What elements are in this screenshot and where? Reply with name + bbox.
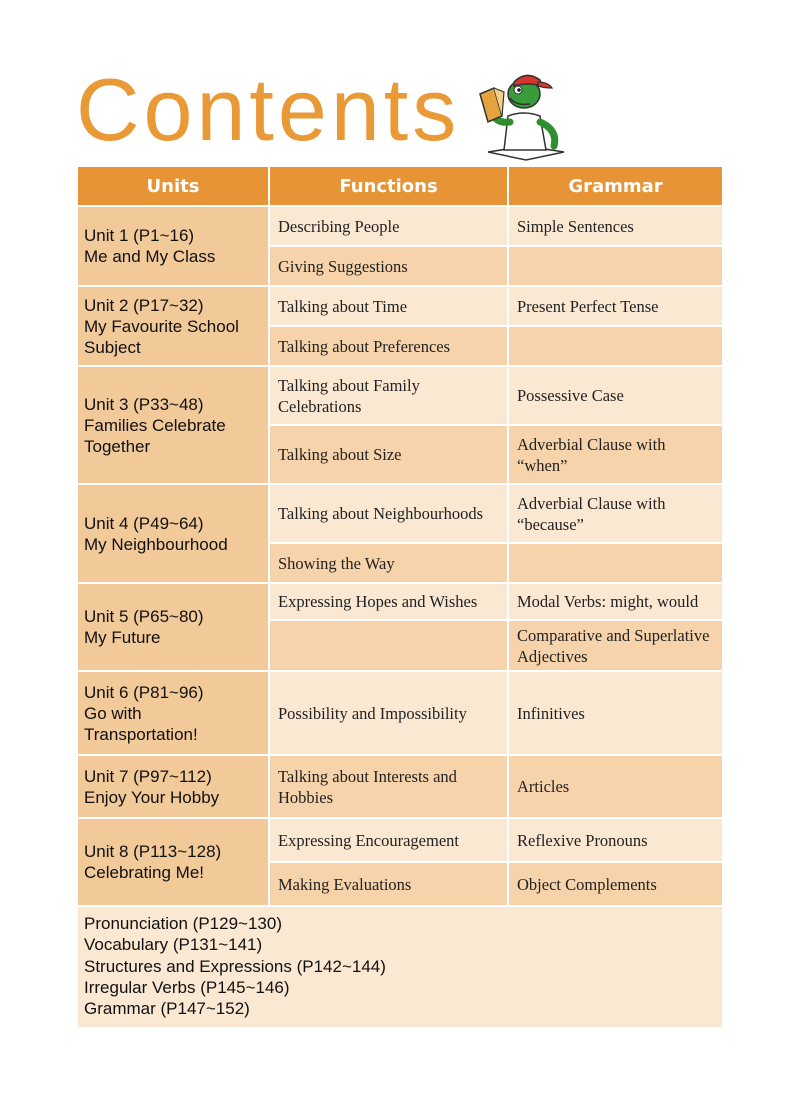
- unit-3-title: Families Celebrate: [84, 415, 226, 435]
- unit-1-cell: [77, 206, 269, 286]
- function-cell: Talking about Time: [269, 286, 508, 326]
- table-row: [77, 286, 723, 326]
- function-cell: Making Evaluations: [269, 862, 508, 906]
- header-grammar: Grammar: [508, 166, 723, 206]
- appendix-structures: Structures and Expressions (P142~144): [84, 956, 386, 976]
- grammar-cell: Possessive Case: [508, 366, 723, 425]
- function-cell: Talking about Preferences: [269, 326, 508, 366]
- appendix-grammar: Grammar (P147~152): [84, 999, 250, 1019]
- appendix-cell: [77, 906, 723, 1028]
- appendix-irregular-verbs: Irregular Verbs (P145~146): [84, 977, 290, 997]
- table-header-row: [77, 166, 723, 206]
- unit-5-pages: Unit 5 (P65~80): [84, 607, 204, 626]
- grammar-cell: Reflexive Pronouns: [508, 818, 723, 862]
- unit-2-title-cont: Subject: [84, 337, 141, 357]
- function-cell: Describing People: [269, 206, 508, 246]
- table-row: [77, 366, 723, 425]
- grammar-cell: Modal Verbs: might, would: [508, 583, 723, 620]
- unit-6-title: Go with: [84, 703, 142, 723]
- unit-2-title: My Favourite School: [84, 316, 239, 336]
- grammar-cell: Comparative and Superlative Adjectives: [508, 620, 723, 671]
- function-cell: Possibility and Impossibility: [269, 671, 508, 755]
- unit-4-cell: [77, 484, 269, 583]
- grammar-cell: Simple Sentences: [508, 206, 723, 246]
- page-title: Contents: [76, 60, 461, 159]
- grammar-cell: Infinitives: [508, 671, 723, 755]
- grammar-cell: [508, 326, 723, 366]
- function-cell: [269, 620, 508, 671]
- unit-4-pages: Unit 4 (P49~64): [84, 513, 204, 533]
- unit-5-cell: [77, 583, 269, 671]
- appendix-pronunciation: Pronunciation (P129~130): [84, 914, 282, 933]
- table-row: [77, 583, 723, 620]
- grammar-cell: Adverbial Clause with “because”: [508, 484, 723, 543]
- function-cell: Expressing Encouragement: [269, 818, 508, 862]
- function-cell: Giving Suggestions: [269, 246, 508, 286]
- grammar-cell: [508, 246, 723, 286]
- unit-8-pages: Unit 8 (P113~128): [84, 842, 222, 861]
- unit-4-title: My Neighbourhood: [84, 534, 228, 554]
- grammar-cell: Object Complements: [508, 862, 723, 906]
- reading-turtle-mascot-icon: [474, 72, 578, 164]
- header-functions: Functions: [269, 166, 508, 206]
- unit-5-title: My Future: [84, 628, 161, 647]
- unit-3-title-cont: Together: [84, 436, 151, 456]
- unit-6-cell: [77, 671, 269, 755]
- function-cell: Talking about Interests and Hobbies: [269, 755, 508, 818]
- unit-1-title: Me and My Class: [84, 247, 216, 266]
- grammar-cell: [508, 543, 723, 583]
- unit-6-pages: Unit 6 (P81~96): [84, 682, 204, 702]
- grammar-cell: Articles: [508, 755, 723, 818]
- grammar-cell: Adverbial Clause with “when”: [508, 425, 723, 484]
- unit-6-title-cont: Transportation!: [84, 724, 198, 744]
- table-row: [77, 755, 723, 818]
- function-cell: Talking about Family Celebrations: [269, 366, 508, 425]
- table-row: [77, 818, 723, 862]
- unit-8-title: Celebrating Me!: [84, 863, 205, 882]
- unit-3-pages: Unit 3 (P33~48): [84, 394, 204, 414]
- unit-3-cell: [77, 366, 269, 484]
- function-cell: Expressing Hopes and Wishes: [269, 583, 508, 620]
- function-cell: Showing the Way: [269, 543, 508, 583]
- table-row: [77, 906, 723, 1028]
- unit-2-cell: [77, 286, 269, 366]
- table-row: [77, 671, 723, 755]
- grammar-cell: Present Perfect Tense: [508, 286, 723, 326]
- header-units: Units: [77, 166, 269, 206]
- unit-7-title: Enjoy Your Hobby: [84, 787, 220, 807]
- unit-7-pages: Unit 7 (P97~112): [84, 766, 212, 786]
- table-row: [77, 206, 723, 246]
- table-row: [77, 484, 723, 543]
- unit-8-cell: [77, 818, 269, 906]
- appendix-vocabulary: Vocabulary (P131~141): [84, 935, 263, 955]
- unit-7-cell: [77, 755, 269, 818]
- function-cell: Talking about Neighbourhoods: [269, 484, 508, 543]
- contents-table: [76, 165, 724, 1029]
- function-cell: Talking about Size: [269, 425, 508, 484]
- unit-1-pages: Unit 1 (P1~16): [84, 226, 195, 245]
- unit-2-pages: Unit 2 (P17~32): [84, 295, 204, 315]
